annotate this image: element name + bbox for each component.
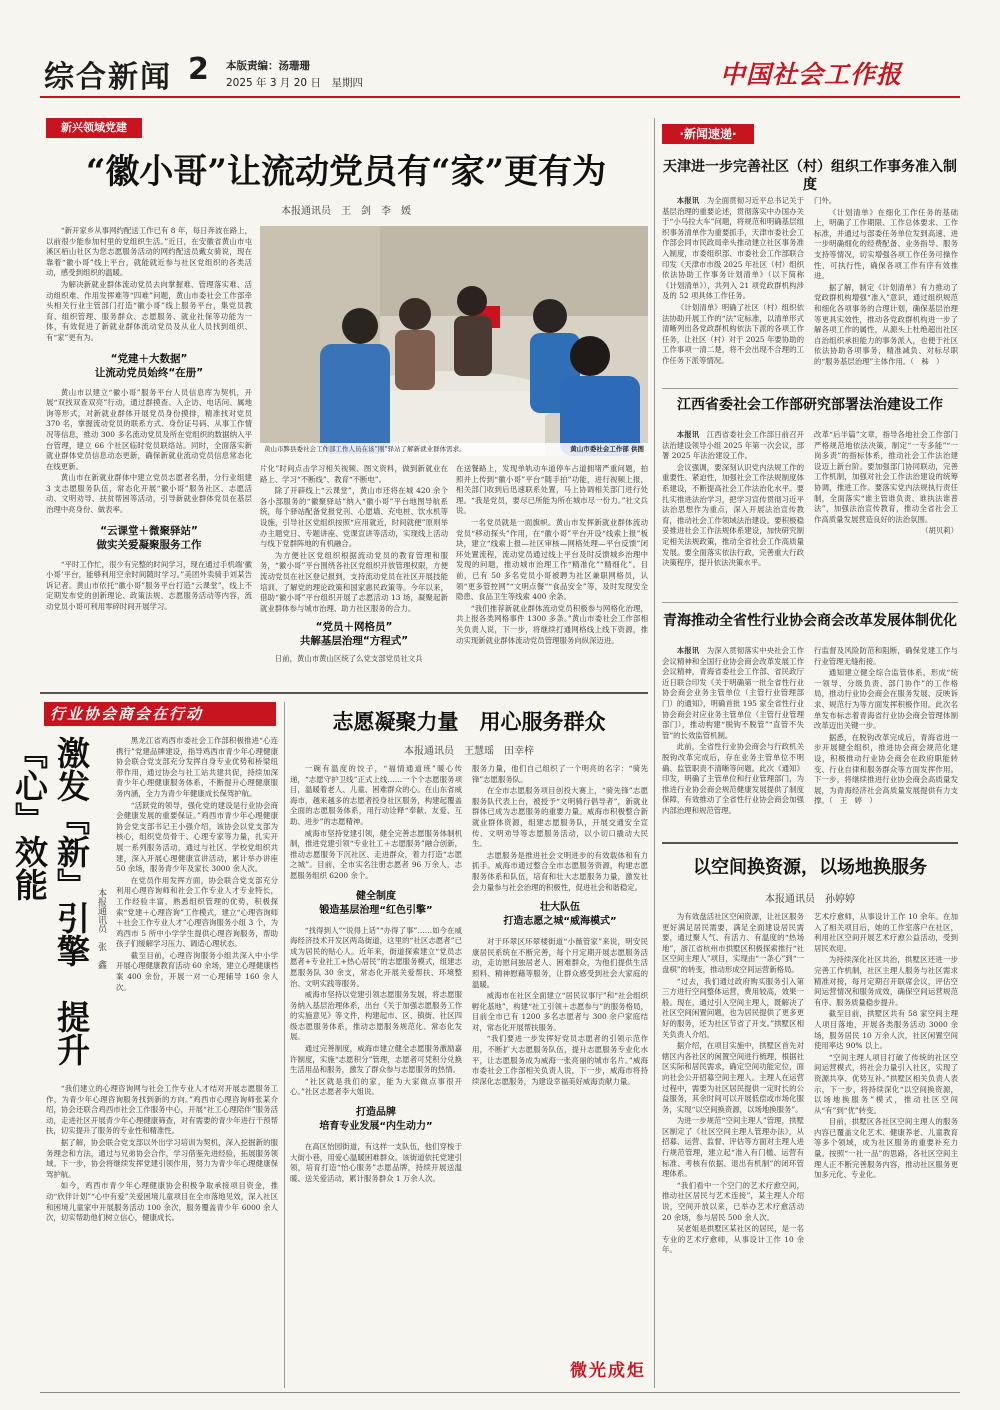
brief-2-text2: 会议强调，要深刻认识党内法规工作的重要性、紧迫性，加强社会工作法规制度体系建设，不断提高社会工作法治化水平。要扎实推进法治学习，把学习宣传贯彻习近平法治思想作为重点，深入开展法治宣传教育，推动社会工作领域法治建设。要积极稳妥推进社会工作法规体系建设，加快研究制定相关法规政策，推动全省社会工作高质量发展。要全面落实依法行政，完善重大行政决策程序，提升依法决策水平。 (662, 462, 804, 568)
feature-text2: “活跃党的领导，强化党的建设是行业协会商会健康发展的重要保证。”鸡西市青少年心理健康协会党支部书记王小强介绍，该协会以党支部为核心，组织党员骨干、心理专家等力量，扎实开展一系列服务活动，通过与社区、学校党组织共建，深入开展心理健康宣讲活动，累计举办讲座 50 余场，服务青少年及家长 3000 余人次。 (116, 800, 278, 874)
lead-body1: 黄山市以建立“徽小哥”服务平台人员信息库为契机，开展“双找双查双亮”行动，通过群摸查、入企访、电话问、属地询等形式，对新就业群体开展党员身份摸排，精准找对党员 370 名，掌握流动党员的联系方式、身份证号码、从事工作情况等信息，推动 300 多名流动党员及所在党组织的数据纳入平台管理，建立 66 个社区临时党员联络站。同时，全面落实新就业群体党员信息动态更新，确保新就业流动党员信息常态化在线更新。 (46, 387, 252, 471)
brief-3-text3: 行监督及风险防范和阻断，确保党建工作与行业管理无缝衔接。 (814, 646, 958, 666)
lead-col4b: 一名党员就是一面旗帜。黄山市发挥新就业群体流动党员“移动探头”作用，在“徽小哥”平台开设“线索上报”板块，建立“线索上报—社区审核—网格处理—平台反馈”闭环处置流程，流动党员通过线上平台及时反馈城乡治理中发现的问题，推动城市治理工作“精准化”“精细化”。目前，已有 50 多名党员小哥被聘为社区兼职网格员，认领“更多管控网”“文明点餐”“食品安全”等，及时发现安全隐患、食品卫生等线索 400 余条。 (456, 517, 648, 602)
lead-para2: 为解决新就业群体流动党员去向掌握难、管理落实难、活动组织难、作用发挥难等“四难”问题，黄山市委社会工作部牵头相关行业主管部门打造“徽小哥”线上服务平台，集党员教育、组织管理、服务群众、志愿服务、就业社保等功能为一体，有效促进了新就业群体流动党员及从业人员找到组织、有“家”更有为。 (46, 279, 252, 342)
lower-section-rule (40, 692, 648, 694)
editor-credit: 本版责编：汤珊珊 (226, 60, 310, 72)
lead-subhead-3: “党员＋网格员” 共解基层治理“方程式” (299, 621, 409, 648)
lead-col4a: 在送餐路上，发现单轨动车道停车占道拥堵严重问题，拍照并上传到“徽小哥”平台“随手拍”功能，进行视频上报，相关部门收到后迅速联系处置，马上协调相关部门进行处理。“我是党员，要尽已所能为所在城市尽一份力。”社文兵说。 (456, 464, 648, 516)
lead-col3c: 为方便社区党组织根据流动党员的教育管理和服务，“徽小哥”平台围绕各社区党组织开放管理权限，方便流动党员在社区登记报到，支持流动党员在社区开展技能培训、了解党的理论政策和国家惠民政策等。今年以来，借助“徽小哥”平台组织开展了志愿活动 13 场，凝聚起新就业群体参与城市治理、助力社区服务的合力。 (260, 550, 448, 613)
space-col1d: 为进一步规范“空间主理人”管理，拱墅区制定了《社区空间主理人管理办法》，从招募、运营、监督、评估等方面对主理人进行规范管理，建立起“准入有门槛、运营有标准、考核有依据、退出有机制”的闭环管理体系。 (662, 1116, 804, 1179)
space-col1c: 据介绍，在项目实施中，拱墅区首先对辖区内各社区的闲置空间进行梳理，根据社区实际和居民需求，确定空间功能定位，面向社会公开招募空间主理人。主理人在运营过程中，需要为社区居民提供一定时长的公益服务，其余时间可以开展低偿或市场化服务，实现“以空间换资源，以场地换服务”。 (662, 1041, 804, 1114)
lead-photo-caption: 黄山市黟县委社会工作部工作人员在该“刚”驿站了解新就业群体需求。 (260, 443, 510, 456)
volunteer-p8: 服务力量，他们自己组织了一个明亮的名字：“骑先锋”志愿服务队。 (472, 764, 648, 784)
brief-2-col1 (662, 430, 804, 594)
space-col2e: 目前，拱墅区各社区空间主理人的服务内容已覆盖文化艺术、健康养老、儿童教育等多个领域，成为社区服务的重要补充力量。按照“一社一品”的思路，各社区空间主理人正不断完善服务内容，推动社区服务更加多元化、专业化。 (814, 1117, 958, 1180)
brief-3-reporter: 本报讯 (676, 646, 700, 655)
brief-3-text4: 通知建立健全综合监管体系，形成“统一领导、分级负责、部门协作”的工作格局，推动行业协会商会在服务发展、反映诉求、规范行为等方面发挥积极作用。此次名单发布标志着青海省行业协会商会管理体制改革迈出关键一步。 (814, 668, 958, 731)
brief-divider-1 (662, 388, 958, 389)
lead-body3: “平时工作忙，很少有完整的时间学习，现在通过手机端‘徽小哥’平台，能够利用空余时间随时学习。”美团外卖骑手刘某告诉记者。黄山市依托“徽小哥”服务平台打造“云课堂”，线上不定期发布党的创新理论、政策法规、志愿服务活动等内容，流动党员小哥可利用零碎时间开展学习。 (46, 559, 252, 612)
feature-col2 (46, 1084, 278, 1388)
lead-col3b: 除了开辟线上“云课堂”，黄山市还将在城 420 余个各小部服务的“徽聚驿站”纳入“徽小哥”平台地图导航系统，每个驿站配备党报党刊、心愿墙、充电桩、饮水机等设施，引导社区党组织按照“应用就近，时间就便”原则举办主题党日、专题讲座、党课宣讲等活动，实现线上活动与线下党群阵地的有机融合。 (260, 486, 448, 549)
space-col1b: “过去，我们通过政府购买服务引入第三方进行空间整体运营，费用较高，效果一般。现在，通过引入空间主理人，既解决了社区空间闲置问题，也为居民提供了更多更好的服务，还为社区节省了开支。”拱墅区相关负责人介绍。 (662, 976, 804, 1039)
volunteer-p4: 威海市坚持以党建引领志愿服务发展，将志愿服务纳入基层治理体系，出台《关于加强志愿服务工作的实施意见》等文件，构建起市、区、镇街、社区四级志愿服务体系，推动志愿服务规范化、常态化发展。 (290, 990, 462, 1042)
volunteer-p9: 在全市志愿服务项目创投大赛上，“骑先锋”志愿服务队代表上台，被授予“文明骑行倡导者”，新就业群体已成为志愿服务的重要力量。威海市积极整合新就业群体资源，组建志愿服务队，开展交通安全宣传、文明劝导等志愿服务活动，以小切口撬动大民生。 (472, 786, 648, 849)
space-col1 (662, 912, 804, 1388)
right-column-divider (654, 118, 655, 1388)
space-byline: 本报通讯员 孙婷婷 (765, 894, 855, 905)
lead-subhead-2: “云课堂＋微聚驿站” 做实关爱凝聚服务工作 (96, 524, 202, 551)
volunteer-p13: “我们要进一步发挥好党员志愿者的引领示范作用，不断扩大志愿服务队伍，提升志愿服务专业化水平，让志愿服务成为威海一张亮丽的城市名片。”威海市委社会工作部相关负责人说，下一步，威海市将持续深化志愿服务，为建设幸福美好威海贡献力量。 (472, 1034, 648, 1086)
brief-1-text3: 门外。 (814, 196, 837, 205)
brief-2-text1: 江西省委社会工作部日前召开法治建设领导小组 2025 年第一次会议，部署 2025 年法治建设工作。 (662, 430, 804, 461)
lead-photo (260, 226, 648, 456)
bottom-rule (40, 1392, 960, 1393)
masthead-rule (40, 96, 960, 98)
volunteer-subhead-3: 壮大队伍 打造志愿之城“威海模式” (503, 902, 617, 928)
space-col1a: 为有效盘活社区空闲资源，让社区服务更好满足居民需要，满足全面建设居民需要，通过聚人气、有活力、有温度的“热场地”，浙江省杭州市拱墅区积极探索推行“社区空间主理人”项目，实现由“一条心”到“一盘棋”的转变，推动形成空间运营新格局。 (662, 912, 804, 974)
brief-1-col2 (814, 196, 958, 396)
brief-2-reporter: 本报讯 (676, 430, 700, 439)
lead-col3a: 片化”时间点击学习相关视频、图文资料，做到新就业在路上、学习“不断线”、教育“不断电”。 (260, 464, 448, 484)
brief-1-text5: 据了解，制定《计划清单》有力推动了党政群机构增强“准入”意识，通过组织规范和细化各项事务的合理计划，确保基层治理等更具实效性，推动各党政群机构进一步了解各项工作的属性，从源头上杜绝超出社区自治组织承担能力的事务派入，也便于社区依法协助各项事务，精准减负、对标尽职的“服务基层治理”主体作用。（ 秭 ） (814, 282, 958, 366)
space-headline: 以空间换资源，以场地换服务 (693, 857, 927, 878)
volunteer-subhead-1: 健全制度 锻造基层治理“红色引擎” (319, 890, 433, 916)
feature-vertical-headline: 激发『新』引擎 提升『心』效能 (10, 736, 91, 1066)
volunteer-p11: 对于环翠区环翠楼街道“小薇管家”来说，明安民康居民系统在不断完善，每个月定期开展志愿服务活动，走访慰问独居老人、困难群众，为他们提供生活照料、精神慰藉等服务，让群众感受到社会大家庭的温暖。 (472, 937, 648, 989)
feature-text6: 据了解，协会联合党支部以外出学习培训为契机，深入挖掘新的服务理念和方法，通过与兄弟协会合作，学习借鉴先进经验，拓展服务领域。下一步，协会将继续发挥党建引领作用，努力为青少年心理健康保驾护航。 (46, 1137, 278, 1179)
volunteer-p10: 志愿服务是推进社会文明进步的有效载体和有力抓手。威海市通过整合全市志愿服务资源，构建志愿服务体系和队伍，培育和壮大志愿服务力量，激发社会力量参与社会治理的积极性，促进社会和谐稳定。 (472, 850, 648, 892)
brief-2-col2 (814, 430, 958, 594)
feature-col1 (116, 736, 278, 1080)
lead-intro: “新开家乡从事网约配送工作已有 8 年，每日奔波在路上，以前很少能参加村里的党组织生活。”近日，在安徽省黄山市屯溪区栢山社区为您志愿服务活动的网约配送员戴女骑说，现在靠着“徽小哥”线上平台，就能就近参与社区党组织的各类活动，感受到组织的温暖。 (46, 226, 252, 278)
feature-text5: “我们建立的心理咨询网与社会工作专业人才结对开展志愿服务工作，为青少年心理咨询服务找到新的方向。”鸡西市心理咨询师张某介绍，协会还联合鸡西市社会工作服务中心，开展“社工心理陪伴”服务活动，走进社区开展青少年心理健康筛查，对有需要的青少年进行干预帮扶，切实提升了服务的专业性和精准性。 (46, 1084, 278, 1136)
lead-col4c: “我们推荐新就业群体流动党员积极参与网格化治理，共上报各类网格事件 1300 多条。”黄山市委社会工作部相关负责人说，下一步，将继续打通网格线上线下资源，推动实现新就业群体流动党员管理服务向纵深迈进。 (456, 603, 648, 645)
volunteer-subhead-2: 打造品牌 培育专业发展“内生动力” (319, 1107, 433, 1133)
briefs-tag: ·新闻速递· (662, 124, 754, 144)
lead-headline: “徽小哥”让流动党员有“家”更有为 (85, 152, 607, 192)
volunteer-p3: “找得到人”“说得上话”“办得了事”……如今在威海经济技术开发区两岛街道，这里的“社区志愿者”已成为居民的贴心人。近年来，街道探索建立“党员志愿者+专业社工+热心居民”的志愿服务模式，组建志愿服务队 30 余支，常态化开展关爱帮扶、环境整治、文明实践等服务。 (290, 925, 462, 988)
space-col2d: “空间主理人项目打破了传统的社区空间运营模式，将社会力量引入社区，实现了资源共享、优势互补。”拱墅区相关负责人表示，下一步，将持续深化“以空间换资源，以场地换服务”模式，推动社区空间从“有”到“优”转变。 (814, 1052, 958, 1115)
page-number: 2 (188, 52, 209, 87)
lead-col4 (456, 464, 648, 682)
volunteer-p12: 威海市在社区全面建立“居民议事厅”和“社会组织孵化基地”，构建“社工引领＋志愿参与”的服务格局，目前全市已有 1200 多名志愿者与 300 余户家庭结对，常态化开展帮扶服务。 (472, 991, 648, 1032)
lead-section-tag: 新兴领域党建 (46, 118, 142, 138)
volunteer-p2: 威海市坚持党建引领，健全完善志愿服务体制机制，推进党建引领“专业社工＋志愿服务”融合创新，推动志愿服务下沉社区、走进群众，着力打造“志愿之城”。目前，全市实名注册志愿者 96 万余人，志愿服务组织 6200 余个。 (290, 828, 462, 880)
brief-1-text1: 为全面贯彻习近平总书记关于基层治理的重要论述，贯彻落实中办国办关于“小马拉大车”问题，将规范和明确基层组织事务清单作为重要抓手，天津市委社会工作部会同市民政局牵头推动建立社区事务准入制度，市委组织部、市委社会工作部联合印发《天津市市级 2025 年社区（村）组织依法协助工作事务计划清单》（以下简称《计划清单》），共列入 21 项党政群机构涉及的 52 项具体工作任务。 (662, 196, 804, 301)
lead-photo-illustration (260, 226, 648, 456)
space-col2a: 艺术疗愈师，从事设计工作 10 余年。在加入了相关项目后，她的工作室落户在社区，利用社区空间开展艺术疗愈公益活动，受到居民欢迎。 (814, 912, 958, 953)
space-col1f: 吴老姐是拱墅区某社区的居民，是一名专业的艺术疗愈师，从事设计工作 10 余年。 (662, 1224, 804, 1255)
brief-3-text2: 此前，全省性行业协会商会与行政机关脱钩改革完成后，存在业务主管单位不明确、监管职责不清晰等问题。此次《通知》印发，明确了主管单位和行业管理部门，为推进行业协会商会规范健康发展提供了制度保障，有效推动了全省性行业协会商会加强内部治理和规范管理。 (662, 742, 804, 815)
volunteer-p5: 通过完善制度，威海市建立健全志愿服务激励嘉许制度，实施“志愿积分”管理，志愿者可凭积分兑换生活用品和服务，激发了群众参与志愿服务的热情。 (290, 1044, 462, 1075)
brief-1-col1 (662, 196, 804, 396)
masthead (0, 0, 1000, 110)
issue-date: 2025 年 3 月 20 日 星期四 (226, 77, 363, 89)
brief-3-col1 (662, 646, 804, 832)
brief-3-text5: 据悉，在脱钩改革完成后，青海省进一步开展健全组织，推进协会商会规范化建设，积极推动行业协会商会在政府职能转变、行业自律和服务群众等方面发挥作用。下一步，将继续推进行业协会商会高质量发展，为青海经济社会高质量发展提供有力支撑。（ 王 婷 ） (814, 732, 958, 806)
brief-1-title: 天津进一步完善社区（村）组织工作事务准入制度 (663, 159, 957, 193)
volunteer-intro: 一碗有温度的饺子，“福情通道班”暖心传递，“志愿守护卫线”正式上线……一个个志愿服务项目，温暖着老人、儿童、困难群众的心。在山东省威海市，越来越多的志愿者投身社区服务，构建起覆盖全面的志愿服务体系，用行动诠释“奉献、友爱、互助、进步”的志愿精神。 (290, 764, 462, 826)
space-top-rule (662, 842, 958, 844)
lead-col3d: 日前，黄山市黄山区统了么党支部党员社文兵 (274, 654, 423, 664)
space-col2b: 为持续深化社区共治，拱墅区还进一步完善工作机制，社区主理人服务与社区需求精准对接，每月定期召开联席会议，评估空间运营情况和服务成效，确保空间运营规范有序、服务质量稳步提升。 (814, 955, 958, 1007)
brief-3-text1: 为深入贯彻落实中央社会工作会议精神和全国行业协会商会改革发展工作会议精神，青海省委社会工作部、省民政厅近日联合印发《关于明确第一批全省性行业协会商会业务主管单位（主管行业管理部门）的通知》，明确首批 195 家全省性行业协会商会对应业务主管单位（主管行业管理部门），推动构建“脱钩不脱管”“直管不失管”的长效监管机制。 (662, 646, 804, 740)
feature-text1: 黑龙江省鸡西市委社会工作部积极推进“心连携行”党建品牌建设，指导鸡西市青少年心理健康协会联合党支部充分发挥自身专业优势和桥梁纽带作用，通过协会与社工站共建共促，持续加深青少年心理健康服务体系，不断提升心理健康服务内涵，全力为青少年健康成长保驾护航。 (116, 736, 278, 798)
lead-col3 (260, 464, 448, 682)
paper-logo: 中国社会工作报 (720, 60, 903, 89)
weiguang-chengju-tag: 微光成炬 (570, 1361, 646, 1381)
feature-text3: 在党员作用发挥方面，协会联合党支部充分利用心理咨询师和社会工作专业人才专业特长，工作经验丰富，熟悉组织管理的优势，积极探索“党建＋心理咨询”工作模式，建立“心理咨询师＋社会工作专业人才”心理咨询服务小组 3 个，为鸡西市 5 所中小学学生提供心理咨询服务，帮助孩子们缓解学习压力、调适心理状态。 (116, 875, 278, 949)
lead-body2: 黄山市在新就业群体中建立党员志愿者名册，分行业组建 3 支志愿服务队伍，常态化开展“徽小哥”服务社区、志愿活动、文明劝导、扶贫帮困等活动，引导新就业群体党员在基层治理中亮身份、做表率。 (46, 473, 252, 515)
brief-2-text3: 改革“后半篇”文章，指导各地社会工作部门严格规范地依法决策，制定“一专多能”“一岗多责”的指标体系，推动社会工作法治建设迈上新台阶。要加强部门协同联动，完善工作机制，加强对社会工作法治建设的统筹协调，推进工作。要落实党内法规执行责任制，全面落实“谁主管谁负责、谁执法谁普法”，加强法治宣传教育，推动全省社会工作高质量发展营造良好的法治氛围。 (814, 430, 958, 524)
brief-divider-2 (662, 602, 958, 603)
brief-3-title: 青海推动全省性行业协会商会改革发展体制优化 (663, 613, 957, 629)
brief-1-text4: 《计划清单》在细化工作任务的基础上，明确了工作期限、工作总体要求、工作标准，并通过与部委任务单位发到高速、进一步明确细化的经费配备、业务指导、服务支持等情况，切实增强各项工作任务可操作性、可执行性，确保各项工作有序有效推进。 (814, 207, 958, 281)
brief-2-title: 江西省委社会工作部研究部署法治建设工作 (677, 397, 943, 413)
volunteer-col1 (290, 764, 462, 1388)
lead-byline: 本报通讯员 王 剑 李 媛 (281, 206, 411, 217)
feature-author: 本报通讯员 张 鑫 (96, 888, 106, 969)
brief-3-col2 (814, 646, 958, 832)
feature-divider (284, 702, 285, 1388)
lead-photo-credit: 黄山市委社会工作部 供图 (510, 443, 648, 456)
volunteer-p6: “社区就是我们的家，能为大家做点事很开心。”社区志愿者李大姐说。 (290, 1076, 462, 1097)
volunteer-headline: 志愿凝聚力量 用心服务群众 (332, 709, 606, 734)
space-col2c: 截至目前，拱墅区共有 58 家空间主理人项目落地，开展各类服务活动 3000 余场，服务居民 10 万余人次，社区闲置空间使用率达 90% 以上。 (814, 1009, 958, 1051)
brief-1-reporter: 本报讯 (676, 196, 700, 205)
brief-1-text2: 《计划清单》明确了社区（村）组织依法协助开展工作的“法”定标准，以清单形式清晰列出各党政群机构依法下派的各项工作任务，让社区（村）对于 2025 年要协助的工作事项一清二楚，将不会出现不合理的工作任务下派等情况。 (662, 302, 804, 365)
lead-col1 (46, 226, 252, 682)
space-col2 (814, 912, 958, 1388)
feature-text4: 截至目前，心理咨询服务小组共深入中小学开展心理健康教育活动 60 余场，建立心理健康档案 400 余份，开展一对一心理辅导 160 余人次。 (116, 950, 278, 992)
lead-subhead-1: “党建＋大数据” 让流动党员始终“在册” (94, 352, 204, 379)
brief-2-text4: （胡贝莉） (921, 526, 958, 536)
volunteer-col2 (472, 764, 648, 1346)
feature-text7: 如今，鸡西市青少年心理健康协会积极争取承接项目资金，推动“欣伴计划”“心中有爱”关爱困境儿童项目在全市落地见效，深入社区和困境儿童家中开展服务活动 100 余次，服务覆盖青少年 6000 余人次，切实帮助他们树立信心，健康成长。 (46, 1181, 278, 1223)
volunteer-byline: 本报通讯员 王慧瑶 田幸梓 (404, 746, 534, 757)
section-title: 综合新闻 (44, 60, 172, 95)
feature-section-tag: 行业协会商会在行动 (44, 702, 276, 726)
space-col1e: “我们看中一个空门的艺术疗愈空间，推动社区居民与艺术连接”，某主理人介绍说，空间开放以来，已举办艺术疗愈活动 20 余场，参与居民 500 余人次。 (662, 1180, 804, 1222)
volunteer-p7: 在高区怡园街道，有这样一支队伍，他们穿梭于大街小巷，用爱心温暖困难群众。该街道依托党建引领，培育打造“怡心服务”志愿品牌，持续开展送温暖、送关爱活动，累计服务群众 1 万余人次。 (290, 1142, 462, 1183)
